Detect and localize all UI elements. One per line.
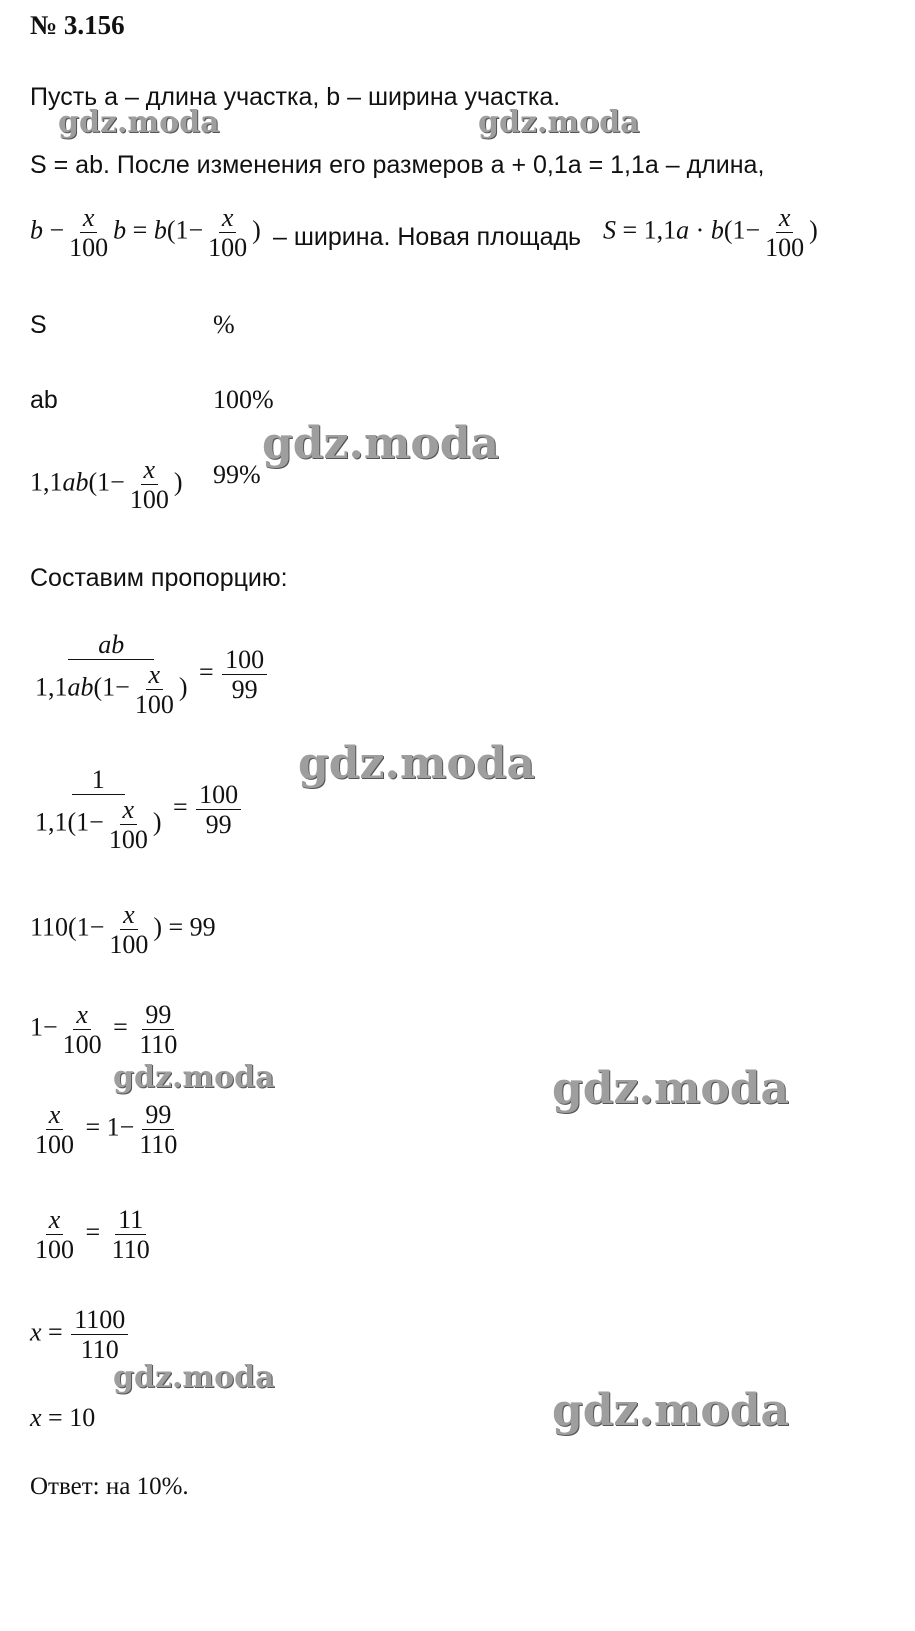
watermark: gdz.moda xyxy=(113,1360,275,1395)
table-row2-percent: 99% xyxy=(213,460,261,489)
table-row1-area: ab xyxy=(30,386,58,414)
equation-3: 110(1− $\frac{x}{100}$ ) = 99 xyxy=(30,900,216,960)
new-area-formula: S = 1,1a · b(1− $\frac{x}{100}$ ) xyxy=(603,203,818,263)
equation-1: ab 1,1ab(1− $\frac{x}{100}$ ) = $\frac{100}{99}$ xyxy=(30,630,269,719)
equation-7: x = $\frac{1100}{110}$ xyxy=(30,1305,130,1364)
width-formula: b − $\frac{x}{100}$ b = b(1− $\frac{x}{100}$ ) xyxy=(30,203,261,263)
watermark: gdz.moda xyxy=(113,1060,275,1095)
equation-2: 1 1,1(1− $\frac{x}{100}$ ) = $\frac{100}{99}$ xyxy=(30,765,243,854)
watermark: gdz.moda xyxy=(478,105,640,140)
equation-4: 1− $\frac{x}{100}$ = $\frac{99}{110}$ xyxy=(30,1000,178,1060)
width-text: – ширина. Новая площадь xyxy=(273,223,582,251)
watermark: gdz.moda xyxy=(58,105,220,140)
intro-line: Пусть a – длина участка, b – ширина участка. xyxy=(30,83,561,111)
watermark: gdz.moda xyxy=(298,738,536,789)
equation-6: $\frac{x}{100}$ = $\frac{11}{110}$ xyxy=(35,1205,150,1265)
equation-8: x = 10 xyxy=(30,1403,96,1432)
table-header-s: S xyxy=(30,311,47,339)
watermark: gdz.moda xyxy=(552,1063,790,1114)
watermark: gdz.moda xyxy=(552,1385,790,1436)
area-line: S = ab. После изменения его размеров a + 0,1a = 1,1a – длина, xyxy=(30,151,765,179)
table-row2-area: 1,1ab(1− $\frac{x}{100}$ ) xyxy=(30,455,183,515)
table-header-percent: % xyxy=(213,310,235,339)
watermark: gdz.moda xyxy=(262,418,500,469)
proportion-label: Составим пропорцию: xyxy=(30,564,288,592)
problem-number: № 3.156 xyxy=(30,10,125,40)
answer-line: Ответ: на 10%. xyxy=(30,1473,189,1500)
table-row1-percent: 100% xyxy=(213,385,274,414)
equation-5: $\frac{x}{100}$ = 1− $\frac{99}{110}$ xyxy=(35,1100,178,1160)
